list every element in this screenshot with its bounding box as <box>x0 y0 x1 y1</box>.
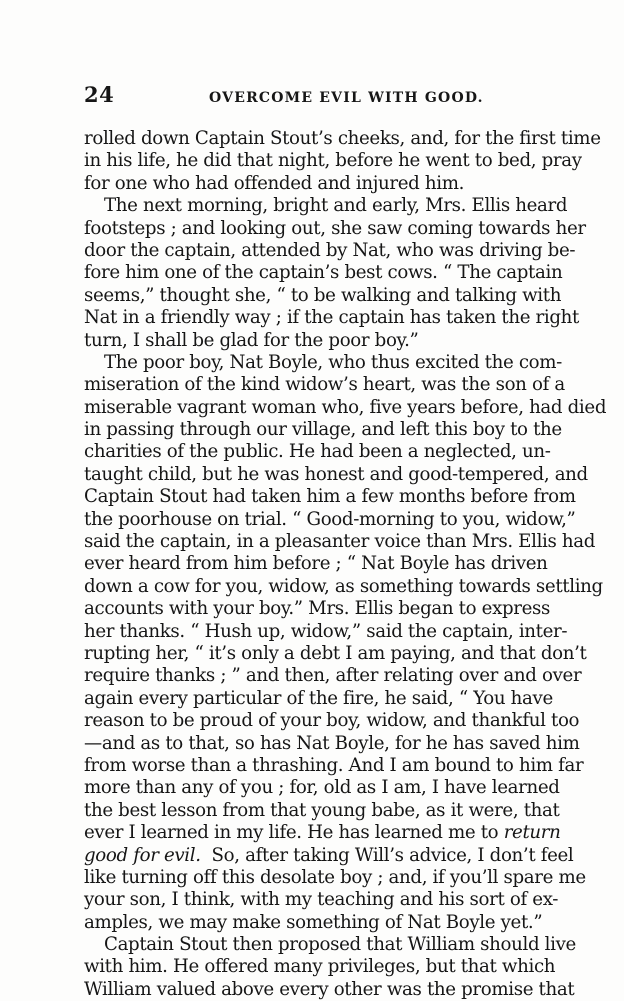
text-line <box>84 643 604 665</box>
text-line <box>84 621 604 643</box>
running-title: OVERCOME EVIL WITH GOOD. <box>209 90 484 106</box>
text-line <box>84 464 604 486</box>
text-line-content: Captain Stout then proposed that William should live <box>104 934 576 956</box>
text-line-content: again every particular of the fire, he said, “ You have <box>84 687 553 709</box>
text-line <box>84 710 604 732</box>
text-line <box>84 576 604 598</box>
text-line-content: footsteps ; and looking out, she saw coming towards her <box>84 217 586 239</box>
text-line <box>84 195 604 217</box>
text-line-content: turn, I shall be glad for the poor boy.” <box>84 329 419 351</box>
text-line <box>84 956 604 978</box>
text-line <box>84 218 604 240</box>
text-line-content: her thanks. “ Hush up, widow,” said the captain, inter- <box>84 620 568 642</box>
text-line-content: seems,” thought she, “ to be walking and talking with <box>84 284 562 306</box>
text-line-continuation: So, after taking Will’s advice, I don’t feel <box>200 844 574 866</box>
text-line <box>84 285 604 307</box>
text-line <box>84 867 604 889</box>
page-number: 24 <box>84 82 115 107</box>
text-line-content: ever heard from him before ; “ Nat Boyle has driven <box>84 553 548 575</box>
text-line <box>84 307 604 329</box>
text-line <box>84 912 604 934</box>
text-line-content: for one who had offended and injured him. <box>84 172 465 194</box>
text-line-content: with him. He offered many privileges, but that which <box>84 956 556 978</box>
text-line-content: William valued above every other was the promise that <box>84 978 575 1000</box>
italic-phrase: good for evil. <box>84 844 201 866</box>
text-line-content: —and as to that, so has Nat Boyle, for he has saved him <box>84 732 580 754</box>
italic-phrase: return <box>503 822 561 844</box>
text-line <box>84 979 604 1001</box>
text-line-content: Nat in a friendly way ; if the captain has taken the right <box>84 307 579 329</box>
text-line-content: require thanks ; ” and then, after relating over and over <box>84 665 582 687</box>
text-line <box>84 441 604 463</box>
text-line <box>84 822 604 844</box>
text-line <box>84 262 604 284</box>
running-header <box>84 80 600 110</box>
text-line-content: The poor boy, Nat Boyle, who thus excited the com- <box>104 351 562 373</box>
text-line-content: The next morning, bright and early, Mrs. Ellis heard <box>104 195 568 217</box>
text-line <box>84 800 604 822</box>
text-line-content: miserable vagrant woman who, five years before, had died <box>84 396 607 418</box>
text-line-content: charities of the public. He had been a neglected, un- <box>84 441 551 463</box>
text-line <box>84 173 604 195</box>
text-line-content: said the captain, in a pleasanter voice than Mrs. Ellis had <box>84 531 596 553</box>
text-line <box>84 733 604 755</box>
text-line <box>84 777 604 799</box>
text-line-content: more than any of you ; for, old as I am, I have learned <box>84 777 560 799</box>
text-line <box>84 889 604 911</box>
text-line <box>84 374 604 396</box>
text-line <box>84 419 604 441</box>
text-line-content: from worse than a thrashing. And I am bound to him far <box>84 754 584 776</box>
text-line-content: taught child, but he was honest and good-tempered, and <box>84 463 588 485</box>
text-line <box>84 240 604 262</box>
text-line <box>84 486 604 508</box>
text-line-content: the poorhouse on trial. “ Good-morning to you, widow,” <box>84 508 576 530</box>
text-line-content: accounts with your boy.” Mrs. Ellis began to express <box>84 598 550 620</box>
text-line <box>84 396 607 419</box>
text-line <box>84 352 604 374</box>
text-line-content: amples, we may make something of Nat Boyle yet.” <box>84 911 543 933</box>
body-text <box>84 128 607 1001</box>
text-line <box>84 128 604 150</box>
text-line <box>84 330 604 352</box>
text-line <box>84 531 604 553</box>
text-line-content: in passing through our village, and left this boy to the <box>84 419 562 441</box>
text-line <box>84 845 604 867</box>
text-line-content: your son, I think, with my teaching and his sort of ex- <box>84 889 559 911</box>
text-line-content: fore him one of the captain’s best cows. “ The captain <box>84 262 563 284</box>
text-line <box>84 553 604 575</box>
text-line <box>84 150 604 172</box>
text-line <box>84 665 604 687</box>
text-line-content: in his life, he did that night, before he went to bed, pray <box>84 150 582 172</box>
text-line <box>84 509 604 531</box>
text-line-content: door the captain, attended by Nat, who was driving be- <box>84 239 576 261</box>
text-line-content: Captain Stout had taken him a few months before from <box>84 486 576 508</box>
text-line <box>84 688 604 710</box>
text-line-content: like turning off this desolate boy ; and, if you’ll spare me <box>84 866 586 888</box>
text-line-content: rolled down Captain Stout’s cheeks, and, for the first time <box>84 128 601 149</box>
text-line-content: reason to be proud of your boy, widow, and thankful too <box>84 710 580 732</box>
text-line-content: rupting her, “ it’s only a debt I am paying, and that don’t <box>84 642 587 664</box>
text-line <box>84 934 604 956</box>
text-line-content: the best lesson from that young babe, as it were, that <box>84 799 560 821</box>
text-line <box>84 755 604 777</box>
text-line-content: ever I learned in my life. He has learned me to <box>84 822 499 844</box>
text-line <box>84 598 604 620</box>
text-line-content: miseration of the kind widow’s heart, was the son of a <box>84 374 565 396</box>
text-line-content: down a cow for you, widow, as something towards settling <box>84 575 603 597</box>
